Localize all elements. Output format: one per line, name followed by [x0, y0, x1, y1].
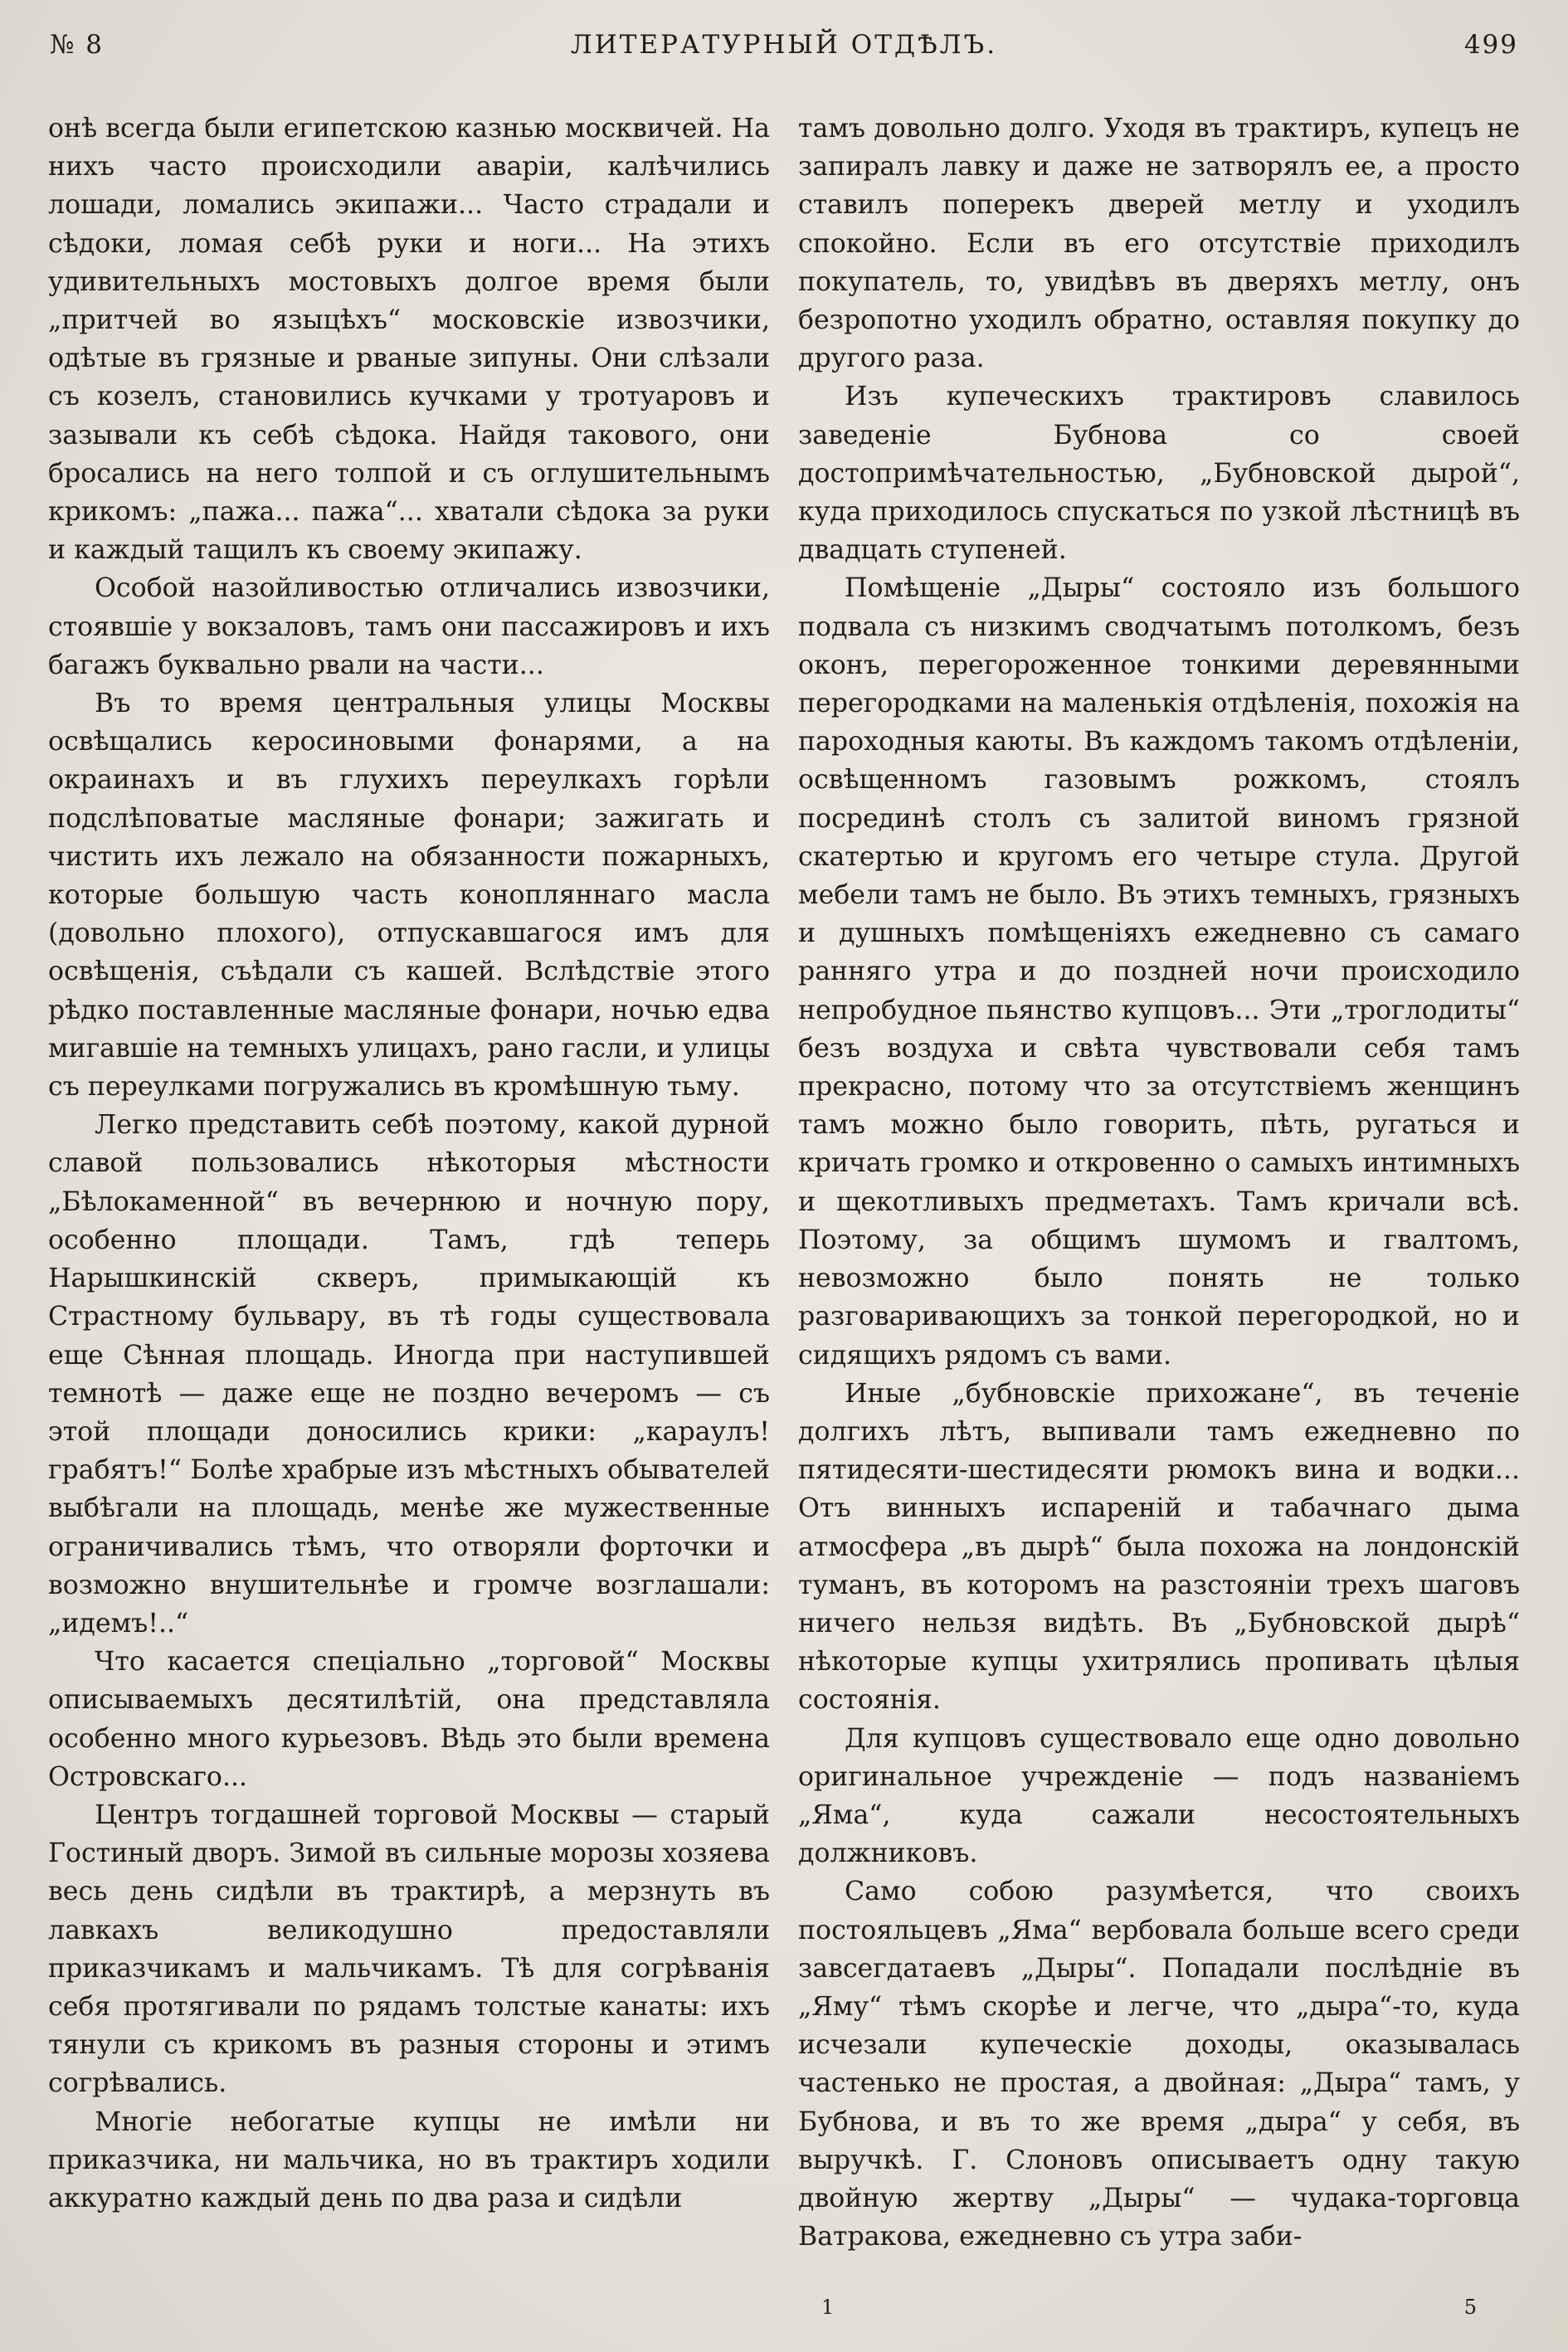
text-columns: [48, 110, 1520, 2256]
paragraph: Многіе небогатые купцы не имѣли ни приказчика, ни мальчика, но въ трактиръ ходили аккуратно каждый день по два раза и сидѣли: [48, 2106, 770, 2213]
page-header: [50, 30, 1518, 63]
paragraph: Въ то время центральныя улицы Москвы освѣщались керосиновыми фонарями, а на окраинахъ и въ глухихъ переулкахъ горѣли подслѣповатые масляные фонари; зажигать и чистить ихъ лежало на обязанности пожарныхъ, которые большую часть конопляннаго масла (довольно плохого), отпускавшагося имъ для освѣщенія, съѣдали съ кашей. Вслѣдствіе этого рѣдко поставленные масляные фонари, ночью едва мигавшіе на темныхъ улицахъ, рано гасли, и улицы съ переулками погружались въ кромѣшную тьму.: [48, 689, 770, 1103]
paragraph: Легко представить себѣ поэтому, какой дурной славой пользовались нѣкоторыя мѣстности „Бѣлокаменной“ въ вечернюю и ночную пору, особенно площади. Тамъ, гдѣ теперь Нарышкинскій скверъ, примыкающій къ Страстному бульвару, въ тѣ годы существовала еще Сѣнная площадь. Иногда при наступившей темнотѣ — даже еще не поздно вечеромъ — съ этой площади доносились крики: „караулъ! грабятъ!“ Болѣе храбрые изъ мѣстныхъ обывателей выбѣгали на площадь, менѣе же мужественные ограничивались тѣмъ, что отворяли форточки и возможно внушительнѣе и громче возглашали: „идемъ!..“: [48, 1110, 770, 1639]
paragraph: Центръ тогдашней торговой Москвы — старый Гостиный дворъ. Зимой въ сильные морозы хозяева весь день сидѣли въ трактирѣ, а мерзнуть въ лавкахъ великодушно предоставляли приказчикамъ и мальчикамъ. Тѣ для согрѣванія себя протягивали по рядамъ толстые канаты: ихъ тянули съ крикомъ въ разныя стороны и этимъ согрѣвались.: [48, 1799, 770, 2099]
paragraph: Изъ купеческихъ трактировъ славилось заведеніе Бубнова со своей достопримѣчательностью, „Бубновской дырой“, куда приходилось спускаться по узкой лѣстницѣ въ двадцать ступеней.: [798, 382, 1520, 566]
right-column: [798, 110, 1520, 2256]
paragraph: онѣ всегда были египетскою казнью москвичей. На нихъ часто происходили аваріи, калѣчились лошади, ломались экипажи... Часто страдали и сѣдоки, ломая себѣ руки и ноги... На этихъ удивительныхъ мостовыхъ долгое время были „притчей во языцѣхъ“ московскіе извозчики, одѣтые въ грязные и рваные зипуны. Они слѣзали съ козелъ, становились кучками у тротуаровъ и зазывали къ себѣ сѣдока. Найдя такового, они бросались на него толпой и съ оглушительнымъ крикомъ: „пажа... пажа“... хватали сѣдока за руки и каждый тащилъ къ своему экипажу.: [48, 114, 770, 566]
issue-number: № 8: [50, 30, 104, 60]
paragraph: Для купцовъ существовало еще одно довольно оригинальное учрежденіе — подъ названіемъ „Яма“, куда сажали несостоятельныхъ должниковъ.: [798, 1723, 1520, 1869]
paragraph: Помѣщеніе „Дыры“ состояло изъ большого подвала съ низкимъ сводчатымъ потолкомъ, безъ оконъ, перегороженное тонкими деревянными перегородками на маленькія отдѣленія, похожія на пароходныя каюты. Въ каждомъ такомъ отдѣленіи, освѣщенномъ газовымъ рожкомъ, стоялъ посрединѣ столъ съ залитой виномъ грязной скатертью и кругомъ его четыре стула. Другой мебели тамъ не было. Въ этихъ темныхъ, грязныхъ и душныхъ помѣщеніяхъ ежедневно съ самаго ранняго утра и до поздней ночи происходило непробудное пьянство купцовъ... Эти „троглодиты“ безъ воздуха и свѣта чувствовали себя тамъ прекрасно, потому что за отсутствіемъ женщинъ тамъ можно было говорить, пѣть, ругаться и кричать громко и откровенно о самыхъ интимныхъ и щекотливыхъ предметахъ. Тамъ кричали всѣ. Поэтому, за общимъ шумомъ и гвалтомъ, невозможно было понять не только разговаривающихъ за тонкой перегородкой, но и сидящихъ рядомъ съ вами.: [798, 573, 1520, 1371]
paragraph: Само собою разумѣется, что своихъ постояльцевъ „Яма“ вербовала больше всего среди завсегдатаевъ „Дыры“. Попадали послѣдніе въ „Яму“ тѣмъ скорѣе и легче, что „дыра“-то, куда исчезали купеческіе доходы, оказывалась частенько не простая, а двойная: „Дыра“ тамъ, у Бубнова, и въ то же время „дыра“ у себя, въ выручкѣ. Г. Слоновъ описываетъ одну такую двойную жертву „Дыры“ — чудака-торговца Ватракова, ежедневно съ утра заби-: [798, 1877, 1520, 2252]
footer-mark: 1: [821, 2296, 835, 2319]
paragraph: Особой назойливостью отличались извозчики, стоявшіе у вокзаловъ, тамъ они пассажировъ и ихъ багажъ буквально рвали на части...: [48, 573, 770, 680]
section-title: ЛИТЕРАТУРНЫЙ ОТДѢЛЪ.: [570, 30, 998, 60]
paragraph: Что касается спеціально „торговой“ Москвы описываемыхъ десятилѣтій, она представляла особенно много курьезовъ. Вѣдь это были времена Островскаго...: [48, 1647, 770, 1792]
left-column: [48, 110, 770, 2256]
signature-mark: 5: [1463, 2296, 1477, 2319]
paragraph: Иные „бубновскіе прихожане“, въ теченіе долгихъ лѣтъ, выпивали тамъ ежедневно по пятидесяти-шестидесяти рюмокъ вина и водки... Отъ винныхъ испареній и табачнаго дыма атмосфера „въ дырѣ“ была похожа на лондонскій туманъ, въ которомъ на разстояніи трехъ шаговъ ничего нельзя видѣть. Въ „Бубновской дырѣ“ нѣкоторые купцы ухитрялись пропивать цѣлыя состоянія.: [798, 1378, 1520, 1716]
paragraph: тамъ довольно долго. Уходя въ трактиръ, купецъ не запиралъ лавку и даже не затворялъ ее, а просто ставилъ поперекъ дверей метлу и уходилъ спокойно. Если въ его отсутствіе приходилъ покупатель, то, увидѣвъ въ дверяхъ метлу, онъ безропотно уходилъ обратно, оставляя покупку до другого раза.: [798, 114, 1520, 374]
page-number: 499: [1463, 30, 1518, 60]
page-footer: [0, 2296, 1568, 2320]
